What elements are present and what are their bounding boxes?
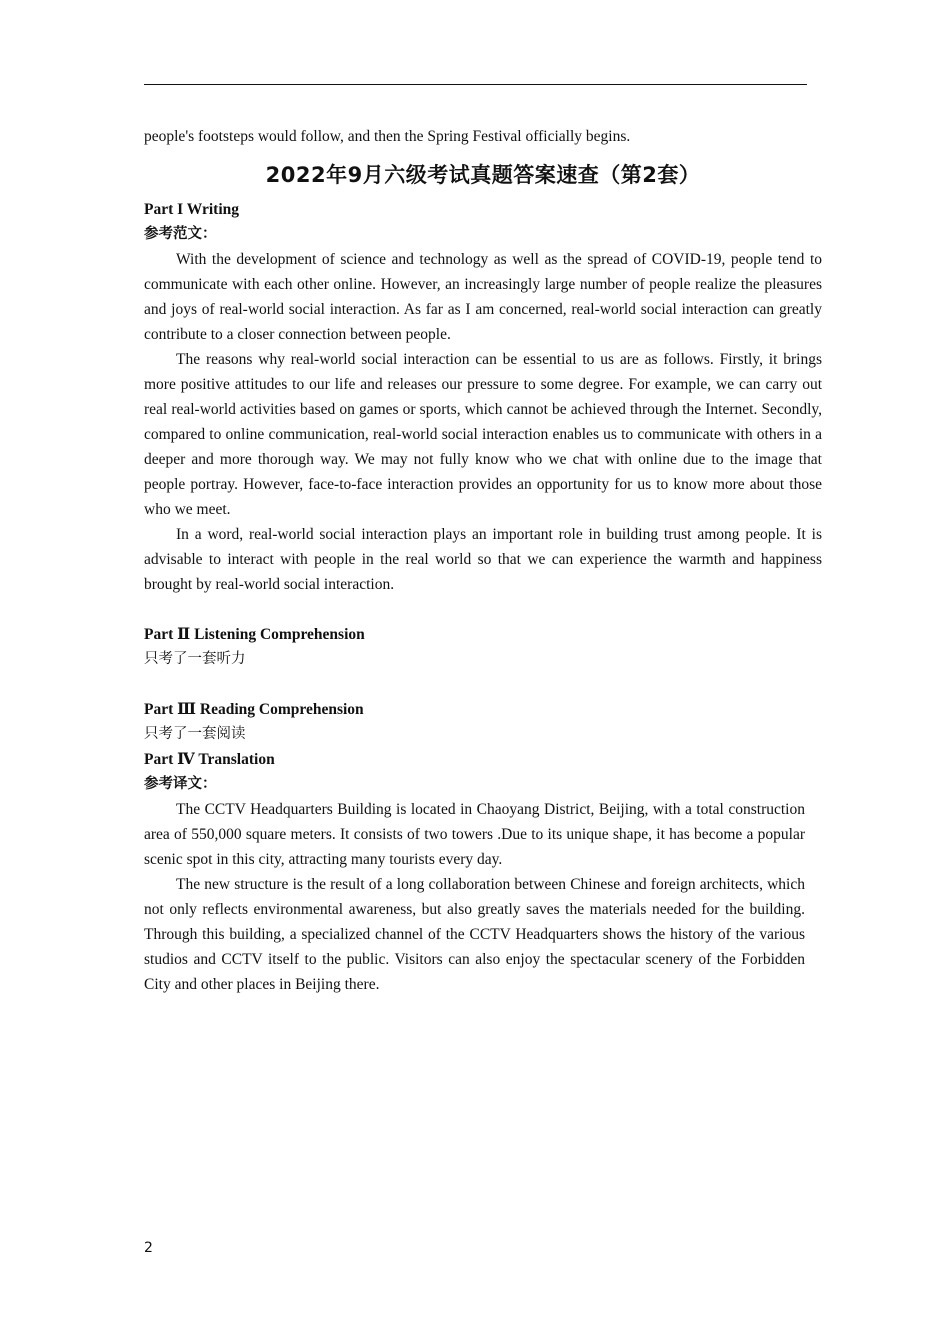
writing-paragraph: With the development of science and technology as well as the spread of COVID-19, people tend to communicate with each other online. However, an increasingly large number of people realize the pleasures and joys of real-world social interaction. As far as I am concerned, real-world social interaction can greatly contribute to a closer connection between people. [144,251,822,343]
page-number: 2 [144,1240,153,1256]
translation-heading: Part Ⅳ Translation [144,751,275,768]
continuation-text: people's footsteps would follow, and then the Spring Festival officially begins. [144,128,631,145]
reading-heading: Part Ⅲ Reading Comprehension [144,701,364,718]
writing-paragraph: The reasons why real-world social interaction can be essential to us are as follows. Firstly, it brings more positive attitudes to our life and releases our pressure to some degree. For example, we can carry out real real-world activities based on games or sports, which cannot be achieved through the Internet. Secondly, compared to online communication, real-world social interaction enables us to communicate with others in a deeper and more thorough way. We may not fully know who we chat with online due to the image that people portray. However, face-to-face interaction provides an opportunity for us to know more about those who we meet. [144,351,822,518]
listening-heading: Part Ⅱ Listening Comprehension [144,626,365,643]
writing-sample-label: 参考范文： [144,226,217,242]
translation-paragraph: The new structure is the result of a long collaboration between Chinese and foreign architects, which not only reflects environmental awareness, but also greatly saves the materials needed for the building. Through this building, a specialized channel of the CCTV Headquarters shows the history of the various studios and CCTV itself to the public. Visitors can also enjoy the spectacular scenery of the Forbidden City and other places in Beijing there. [144,876,805,993]
header-rule [144,84,807,85]
writing-heading: Part I Writing [144,201,240,218]
translation-sample-label: 参考译文： [144,776,217,792]
translation-paragraph: The CCTV Headquarters Building is located in Chaoyang District, Beijing, with a total construction area of 550,000 square meters. It consists of two towers .Due to its unique shape, it has become a popular scenic spot in this city, attracting many tourists every day. [144,801,805,868]
reading-note: 只考了一套阅读 [144,726,246,742]
writing-paragraph: In a word, real-world social interaction plays an important role in building trust among people. It is advisable to interact with people in the real world so that we can experience the warmth and happiness brought by real-world social interaction. [144,526,822,593]
page-title: 2022年9月六级考试真题答案速查（第2套） [265,163,701,187]
listening-note: 只考了一套听力 [144,651,246,667]
page-content [144,124,822,997]
spacer [144,597,822,622]
spacer [144,672,822,697]
